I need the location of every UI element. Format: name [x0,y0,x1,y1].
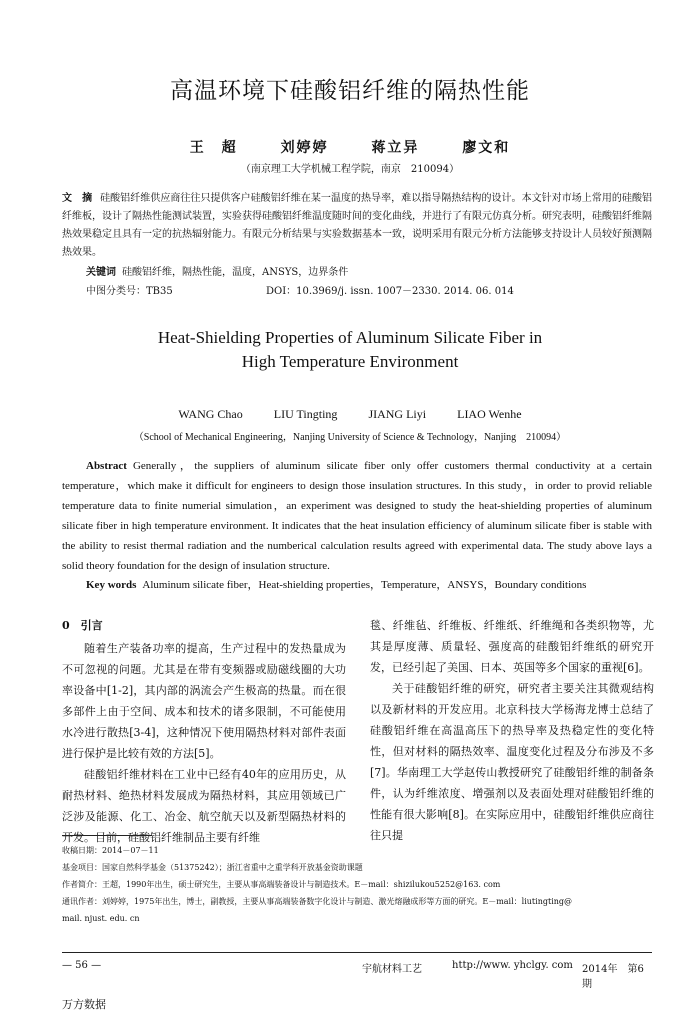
class-number: TB35 [146,286,173,297]
abstract-text: Generally，the suppliers of aluminum silicate fiber only offer customers thermal conductivity at a certain temperature，which make it difficult for engineers to design those insulation structures. In this study，in order to provid reliable temperature data to finite numerial simulation，an experiment was designed to study the heat-shielding properties of aluminum silicate fiber in high temperature environment. It indicates that the heat insulation efficiency of aluminum silicate fiber is stable with the ability to resist thermal radiation and the numberical calculation results agreed with experimental data. The study above lays a solid theory foundation for the design of insulation structure. [62,460,652,572]
abstract-label: Abstract [86,460,127,472]
footnote-received: 收稿日期：2014－07－11 [62,846,159,855]
section-heading: 0 引言 [62,619,103,632]
author: 刘婷婷 [280,140,329,156]
watermark: 万方数据 [62,998,106,1011]
author: LIAO Wenhe [457,407,522,421]
abstract-text: 硅酸铝纤维供应商往往只提供客户硅酸铝纤维在某一温度的热导率，难以指导隔热结构的设计。本文针对市场上常用的硅酸铝纤维板，设计了隔热性能测试装置，实验获得硅酸铝纤维温度随时间的变化曲线，并进行了有限元仿真分析。研究表明，硅酸铝纤维隔热效果稳定且具有一定的抗热辐射能力。有限元分析结果与实验数据基本一致，说明采用有限元分析方法能够支持设计人员较好预测隔热效果。 [62,193,653,258]
author: 蒋立异 [371,140,420,156]
footnote-fund: 基金项目：国家自然科学基金（51375242）；浙江省重中之重学科开放基金资助课题 [62,863,363,872]
doi: DOI：10.3969/j. issn. 1007－2330. 2014. 06. 014 [266,286,514,297]
chinese-abstract [62,190,652,262]
keywords-label: Key words [86,579,137,591]
page-number: — 56 — [62,960,102,971]
english-authors [0,407,700,422]
class-label: 中图分类号： [86,286,146,297]
paragraph: 随着生产装备功率的提高，生产过程中的发热量成为不可忽视的问题。尤其是在带有变频器或励磁线圈的大功率设备中[1-2]，其内部的涡流会产生极高的热量。而在很多部件上由于空间、成本和技术的诸多限制，不可能使用水冷进行散热[3-4]，这种情况下使用隔热材料对部件表面进行保护是比较有效的方法[5]。 [62,642,346,760]
footer-divider [62,952,652,953]
issue-info: 2014年 第6期 [582,964,644,990]
abstract-label: 文 摘 [62,193,93,204]
footnotes [62,842,662,927]
paragraph: 毯、纤维毡、纤维板、纤维纸、纤维绳和各类织物等，尤其是厚度薄、质量轻、强度高的硅酸铝纤维纸的研究开发，已经引起了美国、日本、英国等多个国家的重视[6]。 [370,619,654,674]
paragraph: 硅酸铝纤维材料在工业中已经有40年的应用历史，从耐热材料、绝热材料发展成为隔热材料，其应用领域已广泛涉及能源、化工、冶金、航空航天以及新型隔热材料的开发。目前，硅酸铝纤维制品主要有纤维 [62,768,346,844]
footnote-corresponding: 通讯作者：刘婷婷，1975年出生，博士，副教授，主要从事高端装备数字化设计与制造、激光熔融成形等方面的研究。E－mail：liutingting@ [62,897,573,906]
chinese-affiliation: （南京理工大学机械工程学院，南京 210094） [240,164,460,175]
keywords-label: 关键词 [86,267,116,278]
chinese-title: 高温环境下硅酸铝纤维的隔热性能 [170,78,530,104]
journal-name: 宇航材料工艺 [362,964,422,975]
author: WANG Chao [178,407,243,421]
english-title [0,326,700,374]
english-title-line-2: High Temperature Environment [241,352,459,371]
footnote-author-bio: 作者简介：王超，1990年出生，硕士研究生，主要从事高端装备设计与制造技术。E－mail：shizilukou5252@163. com [62,880,501,889]
english-title-line-1: Heat-Shielding Properties of Aluminum Silicate Fiber in [157,328,543,347]
author: 廖文和 [462,140,511,156]
body-column-left [62,615,346,848]
classification-line [86,282,646,297]
footnote-corresponding-cont: mail. njust. edu. cn [62,914,140,923]
keywords-text: 硅酸铝纤维，隔热性能，温度，ANSYS，边界条件 [122,267,349,278]
author: JIANG Liyi [368,407,427,421]
paragraph: 关于硅酸铝纤维的研究，研究者主要关注其微观结构以及新材料的开发应用。北京科技大学杨海龙博士总结了硅酸铝纤维在高温高压下的热导率及热稳定性的变化特性，但对材料的隔热效率、温度变化过程及分布涉及不多[7]。华南理工大学赵传山教授研究了硅酸铝纤维的制备条件，认为纤维浓度、增强剂以及表面处理对硅酸铝纤维的性能有很大影响[8]。在实际应用中，硅酸铝纤维供应商往往只提 [370,682,654,842]
english-abstract [62,456,652,576]
journal-url: http://www. yhclgy. com [452,960,573,971]
keywords-text: Aluminum silicate fiber，Heat-shielding properties，Temperature，ANSYS，Boundary conditions [142,579,587,591]
chinese-authors [0,137,700,157]
author: 王 超 [189,140,238,156]
footnote-divider [62,835,152,836]
english-keywords [86,576,586,592]
chinese-keywords [86,263,348,278]
body-column-right [370,615,654,846]
english-affiliation: （School of Mechanical Engineering，Nanjing University of Science & Technology，Nanjing 210094） [133,432,567,443]
author: LIU Tingting [273,407,338,421]
